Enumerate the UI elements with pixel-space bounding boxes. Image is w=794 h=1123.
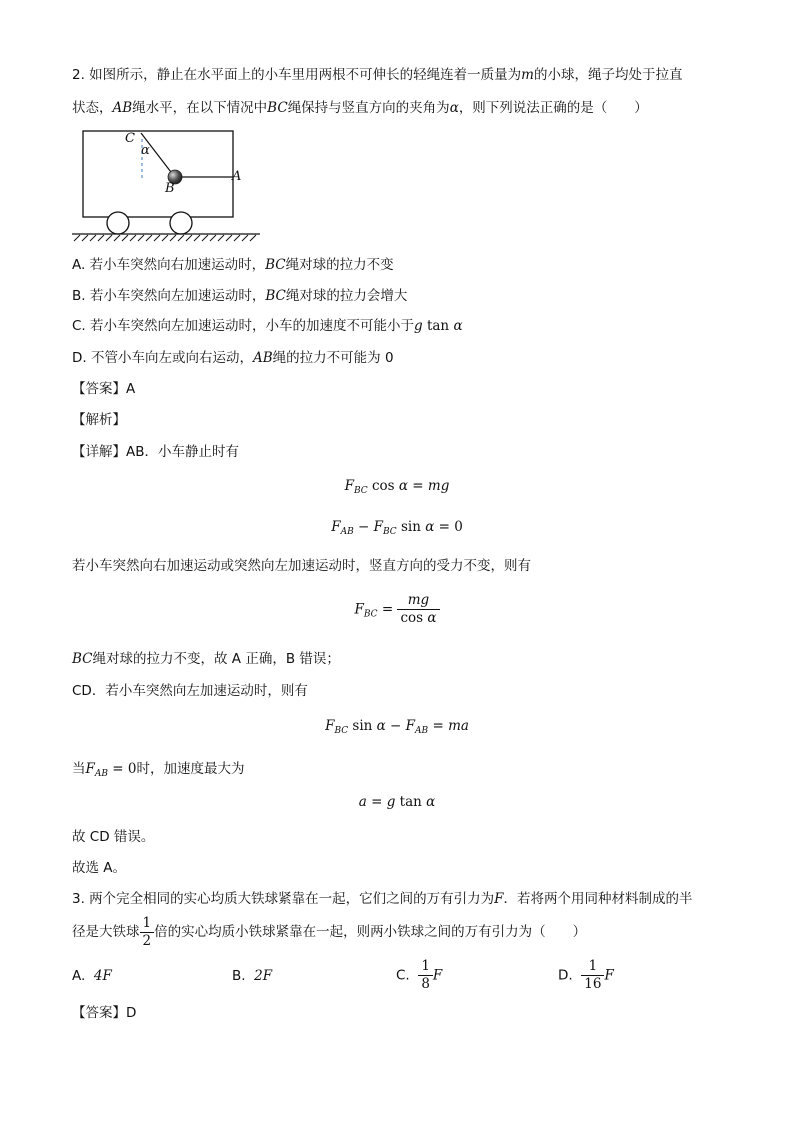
subscript: AB (94, 769, 108, 779)
var-bc: BC (265, 257, 286, 273)
q2-stem-text: 绳保持与竖直方向的夹角为 (287, 100, 450, 116)
cart-body (83, 131, 233, 217)
var-f: F (344, 478, 354, 494)
var-ab: AB (112, 100, 133, 116)
q2-detail: 【详解】AB．小车静止时有 (72, 444, 239, 460)
q3-options (72, 958, 772, 996)
fn-sin: sin (348, 718, 377, 734)
option-label: A. (72, 968, 86, 984)
cart-figure (70, 125, 270, 243)
q2-option-d (72, 349, 394, 367)
minus: − (353, 519, 374, 535)
option-value: 4F (93, 968, 112, 984)
numerator: 1 (581, 958, 604, 976)
var-alpha: α (376, 718, 386, 734)
fn-tan: tan (422, 318, 454, 334)
q3-stem-line1 (72, 890, 693, 908)
denominator: 2 (142, 932, 152, 949)
q2-text-5: 故 CD 错误。 (72, 829, 155, 845)
var-f: F (85, 761, 95, 777)
q2-text-3: CD．若小车突然向左加速运动时，则有 (72, 683, 308, 699)
label-b: B (165, 181, 175, 196)
option-text: C. 若小车突然向左加速运动时，小车的加速度不可能小于 (72, 318, 415, 334)
wheel-right (170, 212, 192, 234)
var-f: F (373, 519, 383, 535)
q3-option-c (396, 958, 442, 993)
q3-stem-text: ．若将两个用同种材料制成的半 (503, 891, 693, 907)
subscript: AB (340, 527, 354, 537)
var-alpha: α (453, 318, 463, 334)
text: 绳对球的拉力不变，故 A 正确，B 错误； (92, 651, 340, 667)
option-text: D. 不管小车向左或向右运动， (72, 350, 253, 366)
q2-option-a (72, 256, 394, 274)
equation-1 (0, 477, 794, 500)
q2-stem-text: 2. 如图所示，静止在水平面上的小车里用两根不可伸长的轻绳连着一质量为 (72, 67, 522, 83)
q2-stem-text: 的小球，绳子均处于拉直 (533, 67, 683, 83)
var-bc: BC (72, 651, 93, 667)
var-bc: BC (265, 288, 286, 304)
numerator: 1 (140, 915, 155, 933)
var-alpha: α (426, 794, 436, 810)
var-alpha: α (398, 478, 408, 494)
var-mg: mg (427, 478, 450, 494)
label-a: A (232, 169, 242, 184)
numerator: mg (397, 592, 439, 610)
q3-stem-text: 3. 两个完全相同的实心均质大铁球紧靠在一起，它们之间的万有引力为 (72, 891, 495, 907)
var-g: g (414, 318, 423, 334)
equals: = (366, 794, 387, 810)
equals: = 0 (108, 761, 137, 777)
var-ma: ma (448, 718, 469, 734)
option-label: C. (396, 967, 410, 984)
q2-answer: 【答案】A (72, 381, 136, 397)
q2-text-6: 故选 A。 (72, 860, 127, 876)
minus: − (385, 718, 406, 734)
equals: = (408, 478, 428, 494)
fn-tan: tan (395, 794, 427, 810)
var-alpha: α (427, 610, 437, 626)
option-text: 绳对球的拉力不变 (285, 257, 394, 273)
q2-text-4 (72, 760, 244, 783)
label-c: C (125, 131, 135, 146)
fn-sin: sin (396, 519, 426, 535)
var-f: F (331, 519, 341, 535)
q3-option-b (232, 968, 272, 984)
text: 当 (72, 761, 86, 777)
fraction-half (140, 915, 155, 950)
fn-cos: cos (400, 610, 428, 626)
q3-option-d (558, 958, 614, 993)
option-text: 绳的拉力不可能为 0 (272, 350, 394, 366)
subscript: BC (382, 527, 397, 537)
equation-4 (0, 717, 794, 740)
denominator: 16 (584, 976, 602, 992)
option-label: B. (232, 968, 246, 984)
equals: = (377, 601, 398, 618)
var-f: F (432, 967, 443, 984)
var-alpha: α (425, 519, 435, 535)
var-alpha: α (449, 100, 459, 116)
q2-analysis-heading: 【解析】 (72, 412, 126, 428)
q3-answer: 【答案】D (72, 1005, 137, 1021)
subscript: BC (334, 726, 349, 736)
var-m: m (521, 67, 534, 83)
equation-5 (0, 793, 794, 811)
numerator: 1 (418, 958, 433, 976)
q2-stem-text: ，则下列说法正确的是（ ） (458, 100, 648, 116)
q3-stem-text: 径是大铁球 (72, 924, 140, 940)
label-alpha: α (141, 143, 150, 158)
option-text: A. 若小车突然向右加速运动时， (72, 257, 266, 273)
var-f: F (405, 718, 416, 734)
q3-stem-text: 倍的实心均质小铁球紧靠在一起，则两小铁球之间的万有引力为（ ） (154, 924, 587, 940)
text: 时，加速度最大为 (136, 761, 245, 777)
option-text: 绳对球的拉力会增大 (285, 288, 408, 304)
var-g: g (386, 794, 396, 810)
subscript: AB (415, 726, 429, 736)
var-f: F (494, 891, 504, 907)
var-bc: BC (267, 100, 288, 116)
wheel-left (107, 212, 129, 234)
subscript: BC (354, 486, 368, 496)
denominator: 8 (421, 976, 430, 992)
q2-stem-line1 (72, 66, 682, 84)
option-value: 2F (254, 968, 273, 984)
q2-text-1: 若小车突然向右加速运动或突然向左加速运动时，竖直方向的受力不变，则有 (72, 558, 531, 574)
q2-option-c (72, 317, 463, 335)
equation-3 (0, 592, 794, 627)
ground-hatching (74, 235, 256, 241)
equals: = 0 (434, 519, 463, 535)
var-f: F (604, 967, 614, 984)
var-f: F (354, 601, 364, 618)
q2-stem-line2 (72, 99, 648, 117)
var-f: F (325, 718, 335, 734)
option-label: D. (558, 967, 573, 984)
option-text: B. 若小车突然向左加速运动时， (72, 288, 266, 304)
denominator (397, 610, 439, 627)
equals: = (428, 718, 449, 734)
q2-stem-text: 状态， (72, 100, 113, 116)
fn-cos: cos (367, 478, 399, 494)
q2-text-2 (72, 650, 340, 668)
var-ab: AB (252, 350, 273, 366)
q2-stem-text: 绳水平，在以下情况中 (132, 100, 268, 116)
q3-option-a (72, 968, 112, 984)
var-a: a (358, 794, 367, 810)
subscript: BC (363, 609, 378, 620)
q2-option-b (72, 287, 407, 305)
equation-2 (0, 518, 794, 541)
fraction (418, 958, 433, 993)
fraction (581, 958, 604, 993)
fraction (397, 592, 439, 627)
q3-stem-line2 (72, 914, 586, 950)
